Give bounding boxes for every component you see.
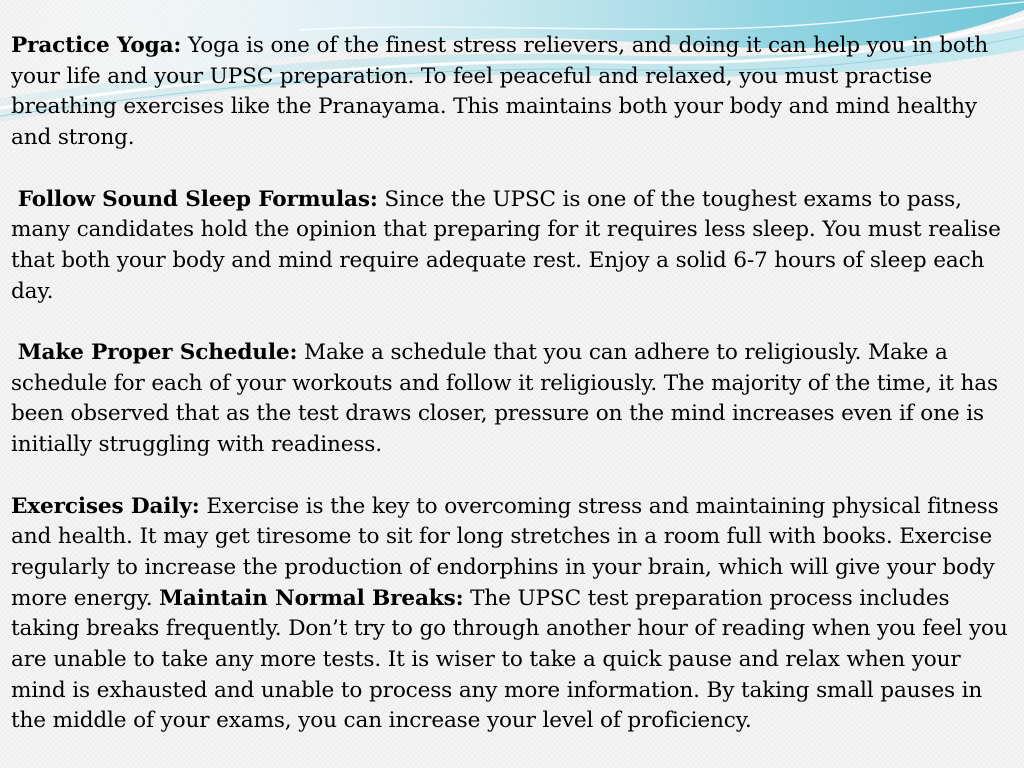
body-proper-schedule: Make a schedule that you can adhere to religiously. Make a schedule for each of your workouts and follow it religiously. The majority of the time, it has been observed that as the test draws closer, pressure on the mind increases even if one is initially struggling with readiness. xyxy=(11,340,998,458)
heading-practice-yoga: Practice Yoga: xyxy=(11,33,182,58)
body-practice-yoga: Yoga is one of the finest stress relievers, and doing it can help you in both your life and your UPSC preparation. To feel peaceful and relaxed, you must practise breathing exercises like the Pranayama. This maintains both your body and mind healthy and strong. xyxy=(11,33,989,151)
heading-normal-breaks: Maintain Normal Breaks: xyxy=(159,585,464,611)
heading-proper-schedule: Make Proper Schedule: xyxy=(17,340,298,365)
paragraph-exercises-daily xyxy=(11,492,1019,738)
paragraph-sound-sleep xyxy=(11,185,1019,308)
heading-sound-sleep: Follow Sound Sleep Formulas: xyxy=(17,186,378,212)
leading-space xyxy=(11,187,18,212)
body-sound-sleep: Since the UPSC is one of the toughest exams to pass, many candidates hold the opinion that preparing for it requires less sleep. You must realise that both your body and mind require adequate rest. Enjoy a solid 6-7 hours of sleep each day. xyxy=(11,186,1001,304)
paragraph-practice-yoga xyxy=(11,31,1019,154)
paragraph-proper-schedule xyxy=(11,338,1019,461)
body-exercises-daily: Exercise is the key to overcoming stress and maintaining physical fitness and health. It may get tiresome to sit for long stretches in a room full with books. Exercise regularly to increase the production of endorphins in your brain, which will give your body more energy. xyxy=(11,493,999,611)
body-normal-breaks: The UPSC test preparation process includes taking breaks frequently. Don’t try to go through another hour of reading when you feel you are unable to take any more tests. It is wiser to take a quick pause and relax when your mind is exhausted and unable to process any more information. By taking small pauses in the middle of your exams, you can increase your level of proficiency. xyxy=(11,585,1008,734)
slide-body xyxy=(11,31,1019,737)
leading-space xyxy=(11,340,18,365)
heading-exercises-daily: Exercises Daily: xyxy=(11,493,200,519)
